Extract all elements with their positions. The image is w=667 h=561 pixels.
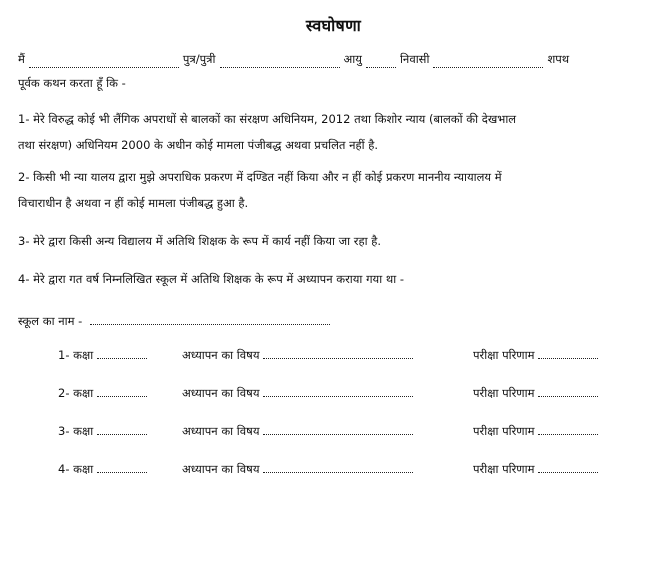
class-blank[interactable] bbox=[97, 348, 147, 359]
school-name-blank[interactable] bbox=[90, 314, 330, 325]
class-blank[interactable] bbox=[97, 386, 147, 397]
class-label: 4- कक्षा bbox=[58, 462, 94, 476]
relation-label: पुत्र/पुत्री bbox=[182, 52, 216, 66]
class-label: 3- कक्षा bbox=[58, 424, 94, 438]
point-1-line-2: तथा संरक्षण) अधिनियम 2000 के अधीन कोई मामला पंजीबद्ध अथवा प्रचलित नहीं है. bbox=[18, 138, 379, 152]
declarant-prefix: मैं bbox=[18, 52, 25, 66]
result-label: परीक्षा परिणाम bbox=[473, 462, 535, 476]
subject-label: अध्यापन का विषय bbox=[182, 462, 260, 476]
document-title: स्वघोषणा bbox=[305, 16, 362, 35]
point-3: 3- मेरे द्वारा किसी अन्य विद्यालय में अतिथि शिक्षक के रूप में कार्य नहीं किया जा रहा है. bbox=[18, 234, 381, 248]
oath-label: शपथ bbox=[547, 52, 570, 66]
address-blank[interactable] bbox=[433, 57, 543, 68]
subject-label: अध्यापन का विषय bbox=[182, 348, 260, 362]
result-blank[interactable] bbox=[538, 386, 598, 397]
point-2-line-1: 2- किसी भी न्या यालय द्वारा मुझे अपराधिक प्रकरण में दण्डित नहीं किया और न हीं कोई प्रकरण माननीय न्यायालय में bbox=[18, 170, 502, 184]
subject-blank[interactable] bbox=[263, 462, 413, 473]
parent-name-blank[interactable] bbox=[220, 57, 340, 68]
class-row bbox=[18, 462, 649, 500]
class-row bbox=[18, 386, 649, 424]
class-blank[interactable] bbox=[97, 424, 147, 435]
point-1-line-1: 1- मेरे विरुद्ध कोई भी लैंगिक अपराधों से बालकों का संरक्षण अधिनियम, 2012 तथा किशोर न्याय (बालकों की देखभाल bbox=[18, 112, 517, 126]
result-label: परीक्षा परिणाम bbox=[473, 424, 535, 438]
class-label: 2- कक्षा bbox=[58, 386, 94, 400]
class-row bbox=[18, 348, 649, 386]
class-label: 1- कक्षा bbox=[58, 348, 94, 362]
declaration-line bbox=[18, 50, 649, 68]
school-name-label: स्कूल का नाम - bbox=[18, 314, 83, 328]
school-name-row bbox=[18, 312, 649, 330]
result-label: परीक्षा परिणाम bbox=[473, 386, 535, 400]
age-blank[interactable] bbox=[366, 57, 396, 68]
declaration-continuation: पूर्वक कथन करता हूँ कि - bbox=[18, 76, 126, 90]
subject-blank[interactable] bbox=[263, 386, 413, 397]
result-blank[interactable] bbox=[538, 348, 598, 359]
result-label: परीक्षा परिणाम bbox=[473, 348, 535, 362]
result-blank[interactable] bbox=[538, 424, 598, 435]
name-blank[interactable] bbox=[29, 57, 179, 68]
point-4: 4- मेरे द्वारा गत वर्ष निम्नलिखित स्कूल में अतिथि शिक्षक के रूप में अध्यापन कराया गया था - bbox=[18, 272, 404, 286]
resident-label: निवासी bbox=[399, 52, 430, 66]
subject-blank[interactable] bbox=[263, 348, 413, 359]
subject-label: अध्यापन का विषय bbox=[182, 386, 260, 400]
point-2-line-2: विचाराधीन है अथवा न हीं कोई मामला पंजीबद्ध हुआ है. bbox=[18, 196, 249, 210]
subject-label: अध्यापन का विषय bbox=[182, 424, 260, 438]
age-label: आयु bbox=[343, 52, 362, 66]
class-row bbox=[18, 424, 649, 462]
subject-blank[interactable] bbox=[263, 424, 413, 435]
result-blank[interactable] bbox=[538, 462, 598, 473]
class-rows bbox=[18, 348, 649, 500]
class-blank[interactable] bbox=[97, 462, 147, 473]
